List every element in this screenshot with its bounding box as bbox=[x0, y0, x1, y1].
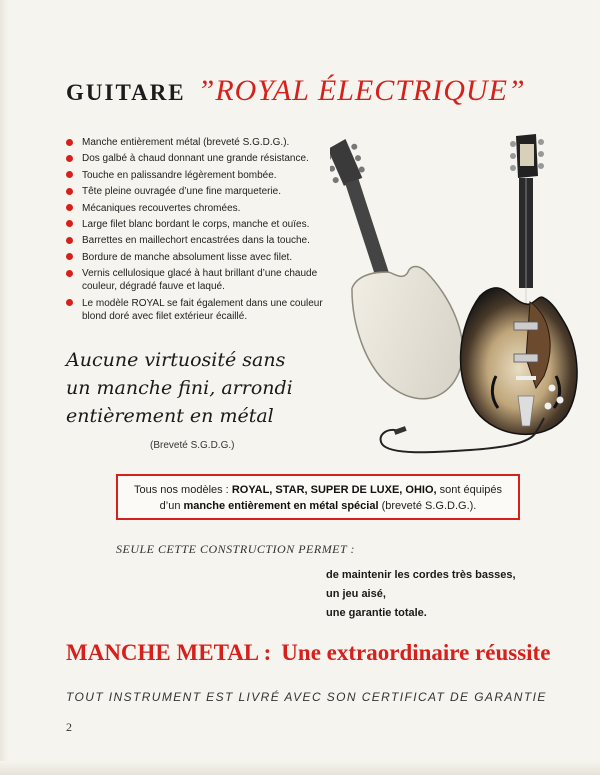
bullet-dot-icon bbox=[66, 171, 73, 178]
notice-mid: sont équipés d’un bbox=[159, 484, 503, 512]
bullet-dot-icon bbox=[66, 270, 73, 277]
benefit-item: un jeu aisé, bbox=[326, 588, 386, 600]
bullet-dot-icon bbox=[66, 220, 73, 227]
feature-item: Le modèle ROYAL se fait également dans une couleur blond doré avec filet extérieur écaillé. bbox=[66, 297, 326, 323]
paper-edge bbox=[0, 0, 8, 775]
headline-part2: Une extraordinaire réussite bbox=[281, 640, 551, 665]
feature-item: Large filet blanc bordant le corps, manche et ouïes. bbox=[66, 218, 326, 231]
feature-item: Barrettes en maillechort encastrées dans la touche. bbox=[66, 234, 326, 247]
patent-note: (Breveté S.G.D.G.) bbox=[150, 440, 235, 451]
notice-models: ROYAL, STAR, SUPER DE LUXE, OHIO, bbox=[231, 484, 437, 496]
construction-heading: SEULE CETTE CONSTRUCTION PERMET : bbox=[116, 542, 355, 556]
benefit-item: une garantie totale. bbox=[326, 607, 427, 619]
feature-item: Manche entièrement métal (breveté S.G.D.G.). bbox=[66, 136, 326, 149]
feature-item: Mécaniques recouvertes chromées. bbox=[66, 202, 326, 215]
feature-item: Touche en palissandre légèrement bombée. bbox=[66, 169, 326, 182]
bullet-dot-icon bbox=[66, 237, 73, 244]
slogan-line: un manche fini, arrondi bbox=[66, 377, 293, 399]
bullet-dot-icon bbox=[66, 155, 73, 162]
feature-item: Bordure de manche absolument lisse avec filet. bbox=[66, 251, 326, 264]
feature-item: Dos galbé à chaud donnant une grande résistance. bbox=[66, 152, 326, 165]
feature-list bbox=[66, 136, 326, 326]
bullet-dot-icon bbox=[66, 253, 73, 260]
headline-part1: MANCHE METAL : bbox=[66, 640, 272, 665]
bullet-dot-icon bbox=[66, 139, 73, 146]
guitar-illustration-icon bbox=[330, 126, 580, 466]
models-notice-box bbox=[116, 474, 520, 520]
bullet-dot-icon bbox=[66, 204, 73, 211]
slogan-line: entièrement en métal bbox=[66, 405, 274, 427]
feature-item: Tête pleine ouvragée d’une fine marqueterie. bbox=[66, 185, 326, 198]
title-prefix: GUITARE bbox=[66, 80, 186, 105]
slogan bbox=[66, 346, 336, 430]
notice-lead: Tous nos modèles : bbox=[133, 484, 229, 496]
guarantee-text: TOUT INSTRUMENT EST LIVRÉ AVEC SON CERTIFICAT DE GARANTIE bbox=[66, 690, 547, 704]
benefit-list bbox=[326, 566, 516, 623]
paper-edge bbox=[0, 761, 600, 775]
bullet-dot-icon bbox=[66, 188, 73, 195]
page-number: 2 bbox=[66, 720, 72, 734]
notice-tail: (breveté S.G.D.G.). bbox=[381, 500, 477, 512]
benefit-item: de maintenir les cordes très basses, bbox=[326, 569, 516, 581]
slogan-line: Aucune virtuosité sans bbox=[66, 349, 286, 371]
bullet-dot-icon bbox=[66, 299, 73, 306]
page-title bbox=[66, 74, 526, 108]
guitar-photo bbox=[330, 126, 580, 466]
headline bbox=[66, 640, 550, 666]
notice-bold-phrase: manche entièrement en métal spécial bbox=[183, 500, 379, 512]
title-model: ”ROYAL ÉLECTRIQUE” bbox=[197, 74, 526, 107]
feature-item: Vernis cellulosique glacé à haut brillant d’une chaude couleur, dégradé fauve et laqué. bbox=[66, 267, 326, 293]
